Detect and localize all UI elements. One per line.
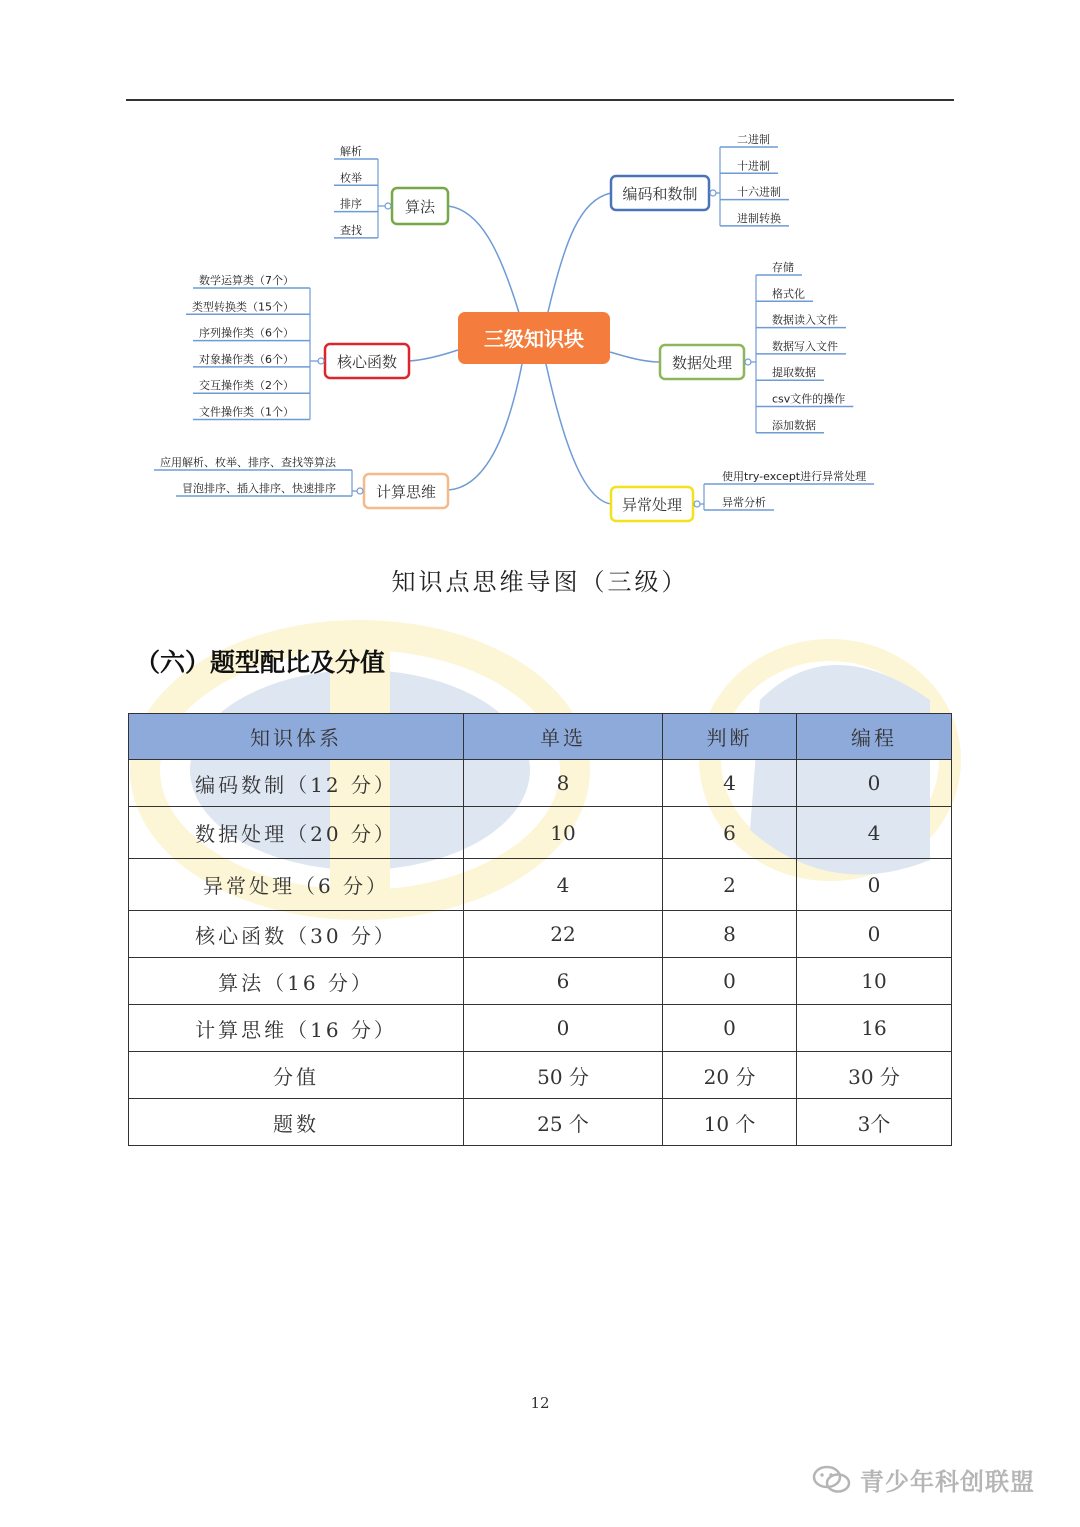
cell-judgment: 4 — [663, 760, 797, 807]
brand-watermark — [812, 1462, 1035, 1497]
cell-programming: 0 — [797, 859, 952, 911]
brand-name: 青少年科创联盟 — [860, 1468, 1035, 1496]
cell-single: 10 — [464, 807, 663, 859]
mindmap-leaf: 交互操作类（2个） — [199, 379, 294, 393]
cell-single: 6 — [464, 958, 663, 1005]
cell-knowledge: 编码数制（12 分） — [129, 760, 464, 807]
cell-judgment: 2 — [663, 859, 797, 911]
mindmap-leaf: 枚举 — [340, 171, 362, 185]
algorithm-label: 算法 — [404, 198, 436, 216]
cell-judgment: 20 分 — [663, 1052, 797, 1099]
table-row — [129, 1052, 952, 1099]
table-row — [129, 1005, 952, 1052]
header-single-choice: 单选 — [464, 714, 663, 760]
mindmap-leaf: 对象操作类（6个） — [199, 352, 294, 366]
mindmap-leaf: 二进制 — [737, 133, 770, 146]
figure-caption: 知识点思维导图（三级） — [391, 568, 689, 596]
cell-knowledge: 算法（16 分） — [129, 958, 464, 1005]
mindmap-leaf: 应用解析、枚举、排序、查找等算法 — [160, 456, 336, 469]
cell-judgment: 0 — [663, 1005, 797, 1052]
mindmap-leaf: 文件操作类（1个） — [199, 405, 294, 419]
cell-judgment: 8 — [663, 911, 797, 958]
header-knowledge: 知识体系 — [129, 714, 464, 760]
cell-programming: 4 — [797, 807, 952, 859]
center-node-label: 三级知识块 — [484, 327, 584, 351]
mindmap-leaf: 存储 — [772, 261, 794, 274]
table-row — [129, 807, 952, 859]
cell-judgment: 6 — [663, 807, 797, 859]
mindmap-leaf: 类型转换类（15个） — [192, 300, 294, 314]
exception-label: 异常处理 — [621, 496, 683, 514]
table-header-row — [129, 714, 952, 760]
cell-single: 22 — [464, 911, 663, 958]
mindmap-leaf: 排序 — [340, 197, 362, 211]
core-functions-label: 核心函数 — [336, 353, 398, 371]
cell-single: 8 — [464, 760, 663, 807]
cell-single: 4 — [464, 859, 663, 911]
cell-programming: 0 — [797, 911, 952, 958]
cell-knowledge: 数据处理（20 分） — [129, 807, 464, 859]
mindmap-leaf: 进制转换 — [737, 211, 781, 225]
mindmap-leaf: 数据写入文件 — [772, 339, 838, 353]
cell-programming: 0 — [797, 760, 952, 807]
section-title: （六）题型配比及分值 — [135, 648, 386, 677]
mindmap-leaf: 异常分析 — [722, 496, 766, 509]
cell-knowledge: 异常处理（6 分） — [129, 859, 464, 911]
cell-programming: 10 — [797, 958, 952, 1005]
mindmap-leaf: 使用try-except进行异常处理 — [722, 470, 867, 483]
mindmap-leaf: 添加数据 — [772, 418, 816, 432]
cell-single: 0 — [464, 1005, 663, 1052]
cell-knowledge: 题数 — [129, 1099, 464, 1146]
mindmap-leaf: 十进制 — [737, 159, 770, 173]
table-row — [129, 1099, 952, 1146]
encoding-label: 编码和数制 — [622, 185, 698, 203]
data-processing-label: 数据处理 — [671, 354, 733, 372]
score-table — [128, 713, 952, 1146]
cell-single: 25 个 — [464, 1099, 663, 1146]
cell-single: 50 分 — [464, 1052, 663, 1099]
table-row — [129, 958, 952, 1005]
cell-judgment: 0 — [663, 958, 797, 1005]
mindmap-leaf: 十六进制 — [737, 185, 781, 199]
mindmap-leaf: csv文件的操作 — [772, 392, 846, 406]
cell-knowledge: 计算思维（16 分） — [129, 1005, 464, 1052]
cell-knowledge: 分值 — [129, 1052, 464, 1099]
cell-programming: 30 分 — [797, 1052, 952, 1099]
mindmap-leaf: 数据读入文件 — [772, 313, 838, 327]
cell-knowledge: 核心函数（30 分） — [129, 911, 464, 958]
mindmap-leaf: 冒泡排序、插入排序、快速排序 — [182, 482, 336, 495]
header-programming: 编程 — [797, 714, 952, 760]
mindmap-leaf: 查找 — [340, 223, 362, 237]
cell-programming: 3个 — [797, 1099, 952, 1146]
table-row — [129, 760, 952, 807]
header-judgment: 判断 — [663, 714, 797, 760]
page-number: 12 — [530, 1394, 550, 1412]
cell-programming: 16 — [797, 1005, 952, 1052]
mindmap-leaf: 数学运算类（7个） — [199, 274, 294, 287]
mindmap-leaf: 解析 — [340, 145, 362, 158]
wechat-icon — [812, 1464, 852, 1496]
cell-judgment: 10 个 — [663, 1099, 797, 1146]
computational-thinking-label: 计算思维 — [375, 483, 437, 501]
mindmap-leaf: 格式化 — [772, 287, 805, 301]
mindmap-leaf: 提取数据 — [772, 366, 816, 380]
table-row — [129, 859, 952, 911]
table-row — [129, 911, 952, 958]
mindmap-leaf: 序列操作类（6个） — [199, 326, 294, 340]
